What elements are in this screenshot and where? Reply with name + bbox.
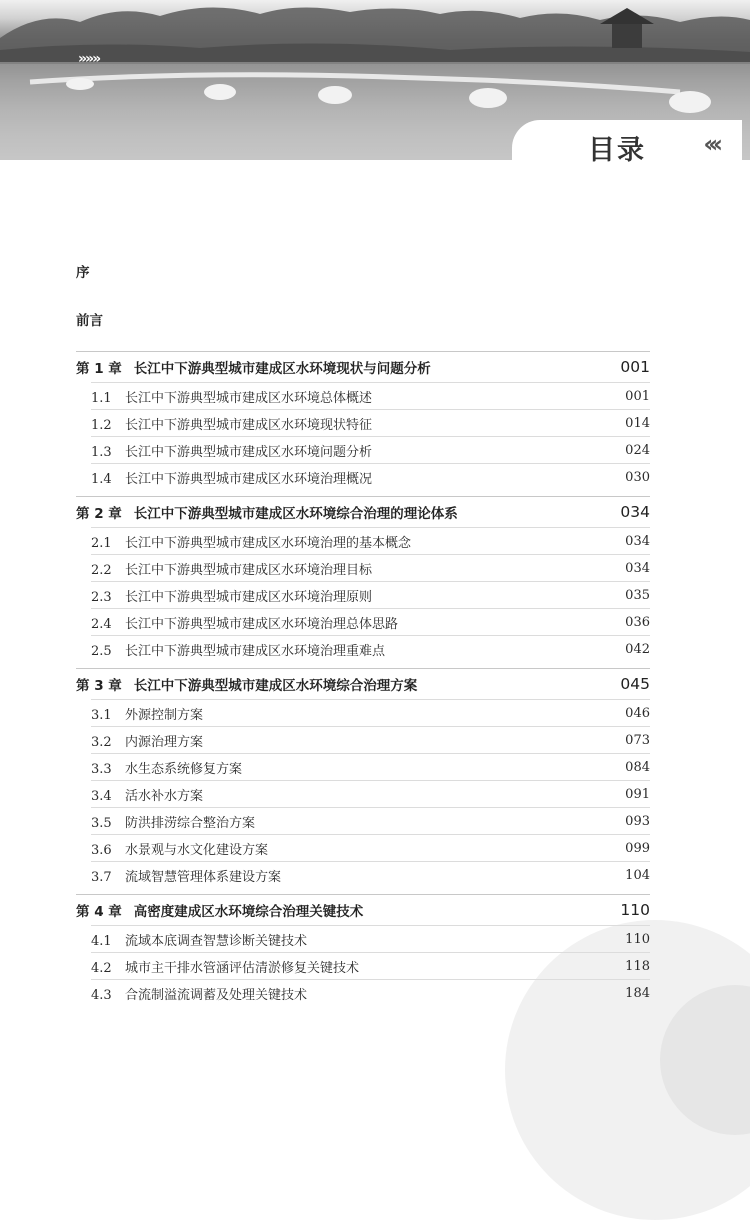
chapter-entry[interactable] bbox=[76, 668, 650, 699]
section-entry[interactable]: 3.2 内源治理方案 073 bbox=[91, 726, 650, 753]
chapter-page: 110 bbox=[620, 901, 650, 919]
section-entry[interactable]: 3.1 外源控制方案 046 bbox=[91, 699, 650, 726]
page-title: 目录 bbox=[588, 135, 646, 166]
chapter-title: 第 2 章 长江中下游典型城市建成区水环境综合治理的理论体系 bbox=[76, 506, 458, 522]
section-entry[interactable]: 1.4 长江中下游典型城市建成区水环境治理概况 030 bbox=[91, 463, 650, 490]
section-entry[interactable]: 3.3 水生态系统修复方案 084 bbox=[91, 753, 650, 780]
section-entry[interactable]: 2.5 长江中下游典型城市建成区水环境治理重难点 042 bbox=[91, 635, 650, 662]
chapter-page: 001 bbox=[620, 358, 650, 376]
chapter-entry[interactable] bbox=[76, 894, 650, 925]
section-entry[interactable]: 3.5 防洪排涝综合整治方案 093 bbox=[91, 807, 650, 834]
banner-chevron-icon: »»» bbox=[78, 51, 100, 67]
section-entry[interactable]: 2.4 长江中下游典型城市建成区水环境治理总体思路 036 bbox=[91, 608, 650, 635]
chapter-page: 045 bbox=[620, 675, 650, 693]
section-entry[interactable]: 4.2 城市主干排水管涵评估清淤修复关键技术 118 bbox=[91, 952, 650, 979]
section-entry[interactable]: 1.2 长江中下游典型城市建成区水环境现状特征 014 bbox=[91, 409, 650, 436]
section-entry[interactable]: 4.3 合流制溢流调蓄及处理关键技术 184 bbox=[91, 979, 650, 1006]
chapter-page: 034 bbox=[620, 503, 650, 521]
section-entry[interactable]: 2.1 长江中下游典型城市建成区水环境治理的基本概念 034 bbox=[91, 527, 650, 554]
section-entry[interactable]: 1.1 长江中下游典型城市建成区水环境总体概述 001 bbox=[91, 382, 650, 409]
front-matter-preface[interactable]: 序 bbox=[76, 265, 90, 281]
section-entry[interactable]: 1.3 长江中下游典型城市建成区水环境问题分析 024 bbox=[91, 436, 650, 463]
table-of-contents bbox=[76, 262, 650, 1006]
chapter-title: 第 3 章 长江中下游典型城市建成区水环境综合治理方案 bbox=[76, 678, 418, 694]
section-entry[interactable]: 2.2 长江中下游典型城市建成区水环境治理目标 034 bbox=[91, 554, 650, 581]
chapter-title: 第 1 章 长江中下游典型城市建成区水环境现状与问题分析 bbox=[76, 361, 431, 377]
chapter-entry[interactable] bbox=[76, 351, 650, 382]
chapter-entry[interactable] bbox=[76, 496, 650, 527]
section-entry[interactable]: 4.1 流域本底调查智慧诊断关键技术 110 bbox=[91, 925, 650, 952]
section-entry[interactable]: 2.3 长江中下游典型城市建成区水环境治理原则 035 bbox=[91, 581, 650, 608]
chapter-title: 第 4 章 高密度建成区水环境综合治理关键技术 bbox=[76, 904, 364, 920]
title-chevron-icon: ‹‹‹ bbox=[703, 130, 718, 158]
front-matter-foreword[interactable]: 前言 bbox=[76, 313, 103, 329]
section-entry[interactable]: 3.4 活水补水方案 091 bbox=[91, 780, 650, 807]
section-entry[interactable]: 3.7 流域智慧管理体系建设方案 104 bbox=[91, 861, 650, 888]
section-entry[interactable]: 3.6 水景观与水文化建设方案 099 bbox=[91, 834, 650, 861]
